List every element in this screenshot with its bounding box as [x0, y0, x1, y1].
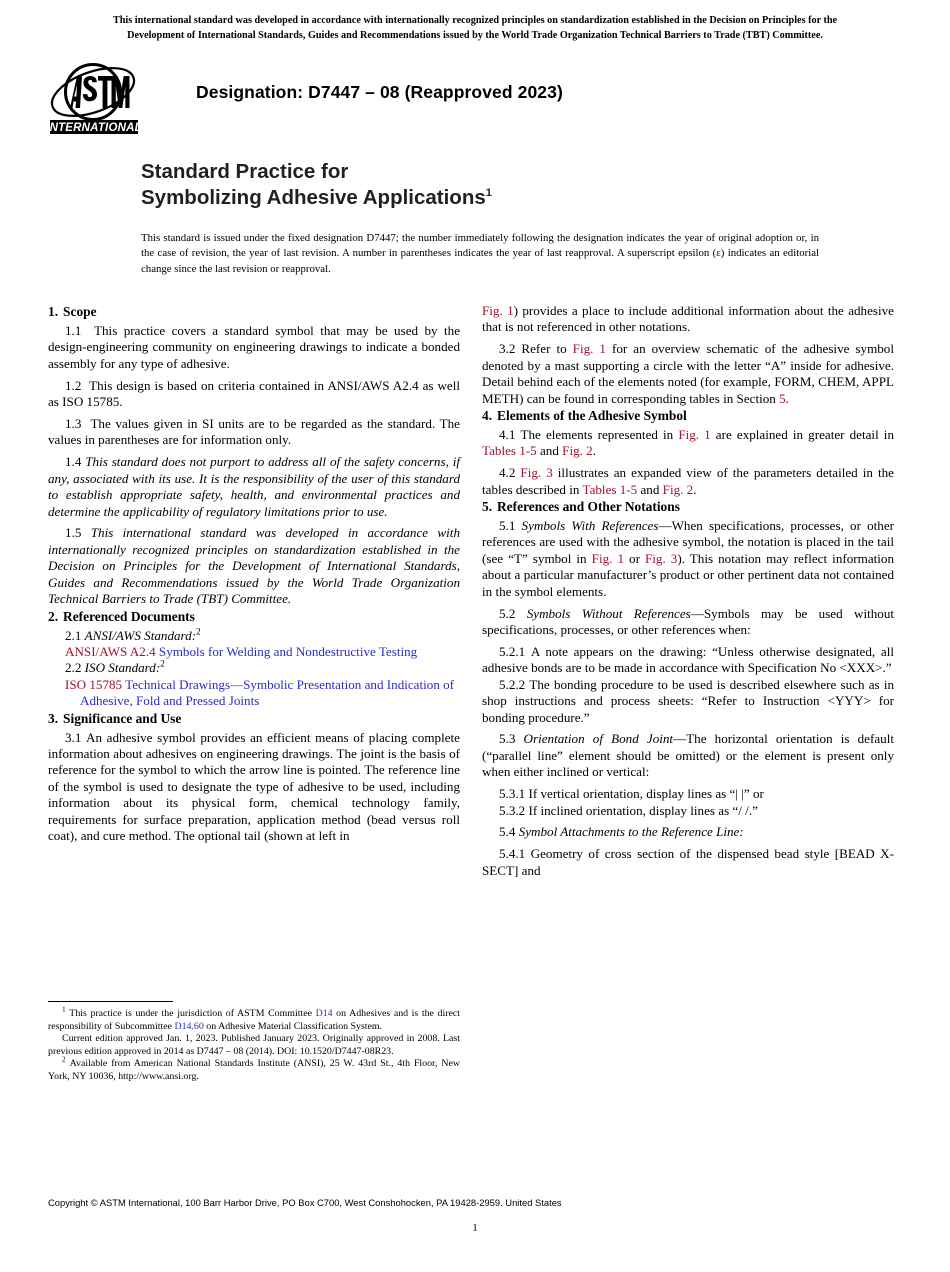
section-4-number: 4. [482, 407, 493, 423]
link-tables-1-5-a[interactable]: Tables 1-5 [482, 443, 537, 459]
para-lead-5-3: Orientation of Bond Joint [523, 731, 674, 747]
title-footnote-marker: 1 [485, 187, 492, 200]
para-label-2-1: ANSI/AWS Standard: [84, 627, 197, 643]
para-text-4-1c: and [536, 443, 563, 459]
reference-entry-ansi[interactable] [48, 644, 460, 660]
para-text-4-1a: The elements represented in [520, 426, 679, 442]
para-text-5-2-1: A note appears on the drawing: “Unless otherwise designated, all adhesive bonds are to be made in accordance with Specification No <XXX>.” [482, 643, 894, 676]
para-text-5-4-1: Geometry of cross section of the dispensed bead style [BEAD X-SECT] and [482, 846, 894, 878]
para-text-4-1d: . [592, 443, 597, 459]
page-title [141, 159, 841, 211]
para-text-4-2a: illustrates an expanded view of the parameters detailed in the tables described in [482, 465, 894, 497]
para-text-5-1c: ). This notation may reflect information about a particular manufacturer’s product or other pertinent data not contained in the symbol elements. [482, 550, 894, 599]
paragraph-1-2 [48, 378, 460, 411]
tbt-banner-line1: This international standard was developed in accordance with internationally recognized principles on standardization established in the Decision on Principles for the [112, 15, 838, 26]
para-text-5-3a: —The horizontal orientation is default (“parallel line” element should be omitted) or the element is present only when either inclined or vertical: [482, 731, 894, 780]
reference-entry-iso[interactable] [48, 677, 460, 710]
paragraph-2-2 [48, 660, 460, 676]
paragraph-2-1 [48, 628, 460, 644]
reference-title-iso[interactable]: Technical Drawings—Symbolic Presentation and Indication of Adhesive, Fold and Pressed Joints [80, 676, 455, 709]
masthead [48, 62, 902, 142]
paragraph-4-2 [482, 465, 894, 498]
footnote-1-text-c: on Adhesive Material Classification System. [203, 1020, 383, 1032]
paragraph-3-1-continued [482, 303, 894, 336]
paragraph-4-1 [482, 427, 894, 460]
column-left [48, 303, 460, 844]
title-line-1: Standard Practice for [141, 160, 349, 183]
footer-page-number: 1 [472, 1222, 478, 1234]
tbt-banner [48, 14, 902, 43]
link-fig-3-a[interactable]: Fig. 3 [520, 465, 553, 481]
para-text-3-2b: for an overview schematic of the adhesive symbol denoted by a mast supporting a circle with the letter “A” inside for adhesive. Detail behind each of the elements noted (for example, FORM, CHEM, APPL METH) can be found in corresponding tables in Section [482, 341, 894, 406]
paragraph-5-4 [482, 824, 894, 840]
section-5-number: 5. [482, 499, 493, 515]
title-line-2: Symbolizing Adhesive Applications [141, 186, 486, 209]
para-number-1-4: 1.4 [65, 454, 82, 470]
paragraph-1-5 [48, 525, 460, 607]
paragraph-5-2 [482, 606, 894, 639]
footnote-ref-2b: 2 [160, 658, 165, 669]
para-text-5-3-2: If inclined orientation, display lines as “/ /.” [528, 802, 758, 818]
paragraph-1-4 [48, 454, 460, 520]
link-fig-1-c[interactable]: Fig. 1 [678, 426, 711, 442]
paragraph-5-3-2 [482, 803, 894, 819]
footnote-1 [48, 1004, 460, 1033]
para-number-4-2: 4.2 [499, 465, 516, 481]
para-number-3-2: 3.2 [499, 341, 516, 357]
section-2-number: 2. [48, 608, 59, 624]
link-tables-1-5-b[interactable]: Tables 1-5 [582, 481, 638, 497]
para-number-2-1: 2.1 [65, 627, 82, 643]
section-heading-5 [482, 498, 894, 515]
footnote-block [48, 1001, 460, 1084]
footnote-ref-2a: 2 [196, 626, 201, 637]
section-heading-4 [482, 407, 894, 424]
para-number-1-3: 1.3 [65, 416, 82, 432]
section-2-title: Referenced Documents [63, 608, 195, 624]
para-lead-5-4: Symbol Attachments to the Reference Line: [518, 824, 744, 840]
section-4-title: Elements of the Adhesive Symbol [497, 407, 687, 423]
link-fig-3-b[interactable]: Fig. 3 [645, 550, 678, 566]
para-text-5-1b: or [624, 550, 646, 566]
para-number-5-1: 5.1 [499, 518, 516, 534]
para-lead-5-2: Symbols Without References [526, 605, 691, 621]
para-text-1-5: This international standard was developed in accordance with internationally recognized principles on standardization established in the Decision on Principles for the Development of International Standards, Guides and Recommendations issued by the World Trade Organization Technical Barriers to Trade (TBT) Committee. [48, 525, 460, 607]
para-text-5-2a: —Symbols may be used without specifications, processes, or other references when: [482, 605, 895, 637]
para-number-5-3: 5.3 [499, 731, 516, 747]
footnote-2-text: Available from American National Standards Institute (ANSI), 25 W. 43rd St., 4th Floor, New York, NY 10036, http://www.ansi.org. [48, 1058, 460, 1082]
reference-code-ansi[interactable]: ANSI/AWS A2.4 [65, 643, 156, 659]
link-committee-d14[interactable]: D14 [315, 1008, 333, 1019]
paragraph-5-1 [482, 518, 894, 600]
footnote-1-marker: 1 [62, 1004, 66, 1014]
section-3-number: 3. [48, 710, 59, 726]
para-text-1-4: This standard does not purport to address all of the safety concerns, if any, associated with its use. It is the responsibility of the user of this standard to establish appropriate safety, health, and environmental practices and determine the applicability of regulatory limitations prior to use. [48, 454, 461, 519]
para-number-1-2: 1.2 [65, 377, 82, 393]
para-text-3-2a: Refer to [521, 341, 573, 357]
para-text-4-2c: . [693, 481, 697, 497]
paragraph-1-1 [48, 323, 460, 372]
reference-title-ansi[interactable]: Symbols for Welding and Nondestructive Testing [158, 643, 418, 659]
footnote-2 [48, 1055, 460, 1083]
para-text-4-2b: and [637, 481, 663, 497]
para-number-5-2: 5.2 [499, 605, 516, 621]
section-heading-3 [48, 710, 460, 727]
footnote-2-marker: 2 [62, 1055, 66, 1065]
link-subcommittee-d14-60[interactable]: D14.60 [174, 1020, 204, 1032]
para-number-5-4: 5.4 [499, 824, 516, 840]
section-heading-1 [48, 303, 460, 320]
link-fig-1-d[interactable]: Fig. 1 [591, 550, 624, 566]
para-text-1-1: This practice covers a standard symbol that may be used by the design-engineering community on engineering drawings to indicate a bonded assembly for any type of adhesive. [48, 323, 461, 371]
para-text-3-1a: An adhesive symbol provides an efficient means of placing complete information about adhesives on engineering drawings. The joint is the basis of reference for the symbol to which the arrow line is pointed. The reference line of the symbol is used to designate the type of adhesive to be used, including information about its physical form, chemical technology family, requirements for surface preparation, application method (bead versus roll coat), and cure method. The optional tail (shown at left in [48, 729, 460, 843]
svg-text:INTERNATIONAL: INTERNATIONAL [48, 122, 142, 134]
para-text-3-2c: . [785, 390, 789, 406]
reference-code-iso[interactable]: ISO 15785 [65, 676, 123, 692]
issue-note: This standard is issued under the fixed designation D7447; the number immediately following the designation indicates the year of original adoption or, in the case of revision, the year of last revision. A number in parentheses indicates the year of last reapproval. A superscript epsilon (ε) indicates an editorial change since the last revision or reapproval. [141, 232, 819, 275]
para-number-1-1: 1.1 [65, 323, 82, 338]
link-fig-1-a[interactable]: Fig. 1 [482, 303, 514, 318]
astm-logo [48, 62, 144, 136]
para-number-2-2: 2.2 [65, 660, 82, 676]
para-number-5-2-2: 5.2.2 [499, 676, 526, 692]
section-5-title: References and Other Notations [497, 499, 680, 515]
para-text-5-2-2: The bonding procedure to be used is described elsewhere such as in shop instructions and process sheets: “Refer to Instruction <YYY> for bonding procedure.” [482, 676, 894, 725]
link-fig-1-b[interactable]: Fig. 1 [572, 341, 606, 357]
title-block [141, 159, 841, 211]
designation-line: Designation: D7447 – 08 (Reapproved 2023) [196, 82, 563, 102]
para-text-3-1b: ) provides a place to include additional information about the adhesive that is not referenced in other notations. [482, 303, 894, 335]
paragraph-5-4-1 [482, 846, 894, 879]
para-label-2-2: ISO Standard: [84, 660, 161, 676]
para-text-1-2: This design is based on criteria contained in ANSI/AWS A2.4 as well as ISO 15785. [48, 377, 460, 410]
para-text-4-1b: are explained in greater detail in [710, 426, 894, 442]
section-3-title: Significance and Use [63, 710, 182, 726]
link-section-5[interactable]: 5 [779, 390, 786, 406]
section-1-number: 1. [48, 304, 59, 319]
footnote-1-text-a: This practice is under the jurisdiction of ASTM Committee [69, 1008, 316, 1019]
para-number-5-4-1: 5.4.1 [499, 846, 526, 862]
column-right [482, 303, 894, 879]
para-text-1-3: The values given in SI units are to be regarded as the standard. The values in parentheses are for information only. [48, 416, 460, 448]
paragraph-1-3 [48, 416, 460, 449]
para-number-1-5: 1.5 [65, 525, 82, 541]
para-text-5-1a: —When specifications, processes, or other references are used with the adhesive symbol, the notation is placed in the tail (see “T” symbol in [482, 518, 894, 566]
para-number-3-1: 3.1 [65, 729, 82, 745]
para-number-4-1: 4.1 [499, 426, 516, 442]
para-number-5-3-1: 5.3.1 [499, 786, 526, 802]
paragraph-5-2-1 [482, 644, 894, 677]
section-heading-2 [48, 608, 460, 625]
para-text-5-3-1: If vertical orientation, display lines as “| |” or [528, 786, 764, 802]
footer-copyright: Copyright © ASTM International, 100 Barr Harbor Drive, PO Box C700, West Conshohocken, PA 19428-2959. United States [48, 1197, 562, 1208]
para-lead-5-1: Symbols With References [521, 518, 659, 534]
paragraph-3-1 [48, 730, 460, 845]
footnote-1-text-b: on Adhesives and is the direct responsibility of Subcommittee [48, 1008, 460, 1032]
paragraph-5-3 [482, 731, 894, 780]
paragraph-3-2 [482, 341, 894, 407]
paragraph-5-2-2 [482, 677, 894, 726]
tbt-banner-line2: Development of International Standards, Guides and Recommendations issued by the World Trade Organization Technical Barriers to Trade (TBT) Committee. [127, 29, 823, 41]
para-number-5-3-2: 5.3.2 [499, 802, 526, 818]
section-1-title: Scope [63, 304, 97, 319]
footnote-rule [48, 1001, 173, 1002]
link-fig-2-a[interactable]: Fig. 2 [562, 443, 593, 459]
para-number-5-2-1: 5.2.1 [499, 643, 526, 659]
link-fig-2-b[interactable]: Fig. 2 [662, 481, 694, 497]
footnote-edition: Current edition approved Jan. 1, 2023. Published January 2023. Originally approved in 2008. Last previous edition approved in 2014 as D7447 – 08 (2014). DOI: 10.1520/D7447-08R23. [48, 1033, 460, 1057]
paragraph-5-3-1 [482, 786, 894, 802]
